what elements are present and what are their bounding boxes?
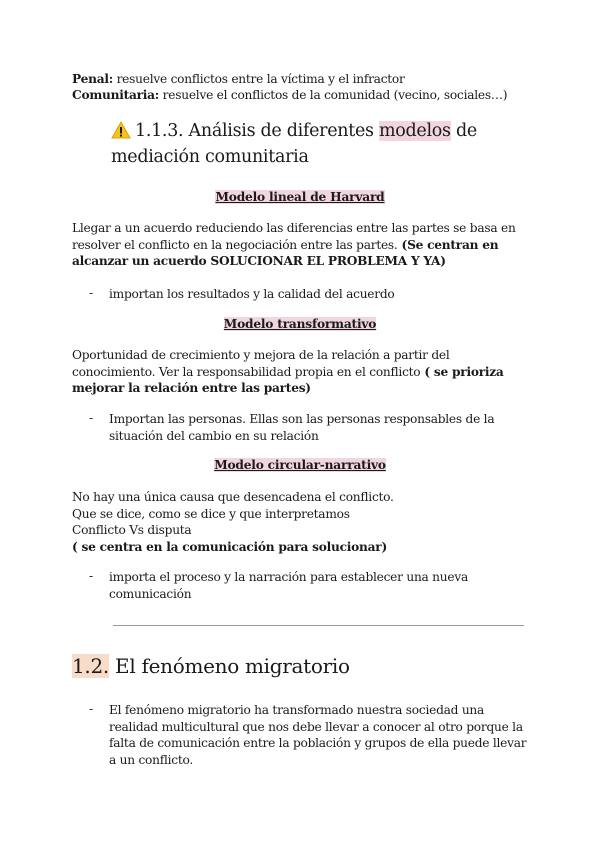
harvard-para-text: Llegar a un acuerdo reduciendo las diferencias entre las partes se basa en resolver el conflicto en la negociación entre las partes. — [72, 221, 516, 252]
circular-line1: No hay una única causa que desencadena el conflicto. — [72, 490, 394, 504]
penal-label: Penal: — [72, 72, 113, 86]
transformativo-title — [0, 317, 600, 331]
harvard-bullet: importan los resultados y la calidad del acuerdo — [109, 287, 395, 301]
harvard-title — [0, 190, 600, 204]
section-heading-1-1-3 — [111, 120, 531, 169]
section-12-number: 1.2. — [72, 654, 109, 678]
comunitaria-text: resuelve el conflictos de la comunidad (vecino, sociales…) — [159, 88, 508, 102]
section-number: 1.1.3. — [135, 121, 184, 141]
section-title-highlight: modelos — [379, 121, 451, 141]
circular-bullet: importa el proceso y la narración para establecer una nueva comunicación — [109, 570, 468, 601]
dash-bullet: - — [89, 702, 94, 716]
section-title-post: de — [450, 121, 477, 141]
dash-bullet: - — [89, 286, 94, 300]
warning-icon — [111, 121, 131, 146]
penal-definition — [72, 71, 542, 88]
section-divider — [113, 625, 524, 626]
harvard-title-text: Modelo lineal de Harvard — [215, 190, 385, 204]
section-title-line2: mediación comunitaria — [111, 147, 309, 167]
circular-title — [0, 458, 600, 472]
circular-line2: Que se dice, como se dice y que interpretamos — [72, 506, 350, 521]
section-12-title: El fenómeno migratorio — [108, 654, 350, 678]
transformativo-para-bold: ( se prioriza mejorar la relación entre las partes) — [72, 364, 504, 395]
transformativo-para-text: Oportunidad de crecimiento y mejora de la relación a partir del conocimiento. Ver la responsabilidad propia en el conflicto — [72, 348, 450, 379]
section-title-pre: Análisis de diferentes — [183, 121, 379, 141]
transformativo-paragraph — [72, 347, 530, 397]
transformativo-title-text: Modelo transformativo — [223, 317, 377, 331]
comunitaria-definition — [72, 87, 542, 104]
dash-bullet: - — [89, 411, 94, 425]
comunitaria-label: Comunitaria: — [72, 88, 160, 102]
transformativo-bullet: Importan las personas. Ellas son las personas responsables de la situación del cambio en su relación — [109, 412, 495, 443]
circular-line4: ( se centra en la comunicación para solucionar) — [72, 539, 387, 554]
migratorio-bullet: El fenómeno migratorio ha transformado nuestra sociedad una realidad multicultural que nos debe llevar a conocer al otro porque la falta de comunicación entre la población y grupos de ella puede llevar a un conflicto. — [109, 703, 527, 767]
circular-line3: Conflicto Vs disputa — [72, 523, 192, 537]
circular-paragraph — [72, 489, 528, 555]
dash-bullet: - — [89, 569, 94, 583]
harvard-paragraph — [72, 220, 528, 270]
penal-text: resuelve conflictos entre la víctima y el infractor — [112, 72, 405, 86]
section-heading-1-2 — [72, 654, 350, 678]
circular-title-text: Modelo circular-narrativo — [214, 458, 386, 472]
harvard-para-bold: (Se centran en alcanzar un acuerdo SOLUCIONAR EL PROBLEMA Y YA) — [72, 237, 499, 268]
